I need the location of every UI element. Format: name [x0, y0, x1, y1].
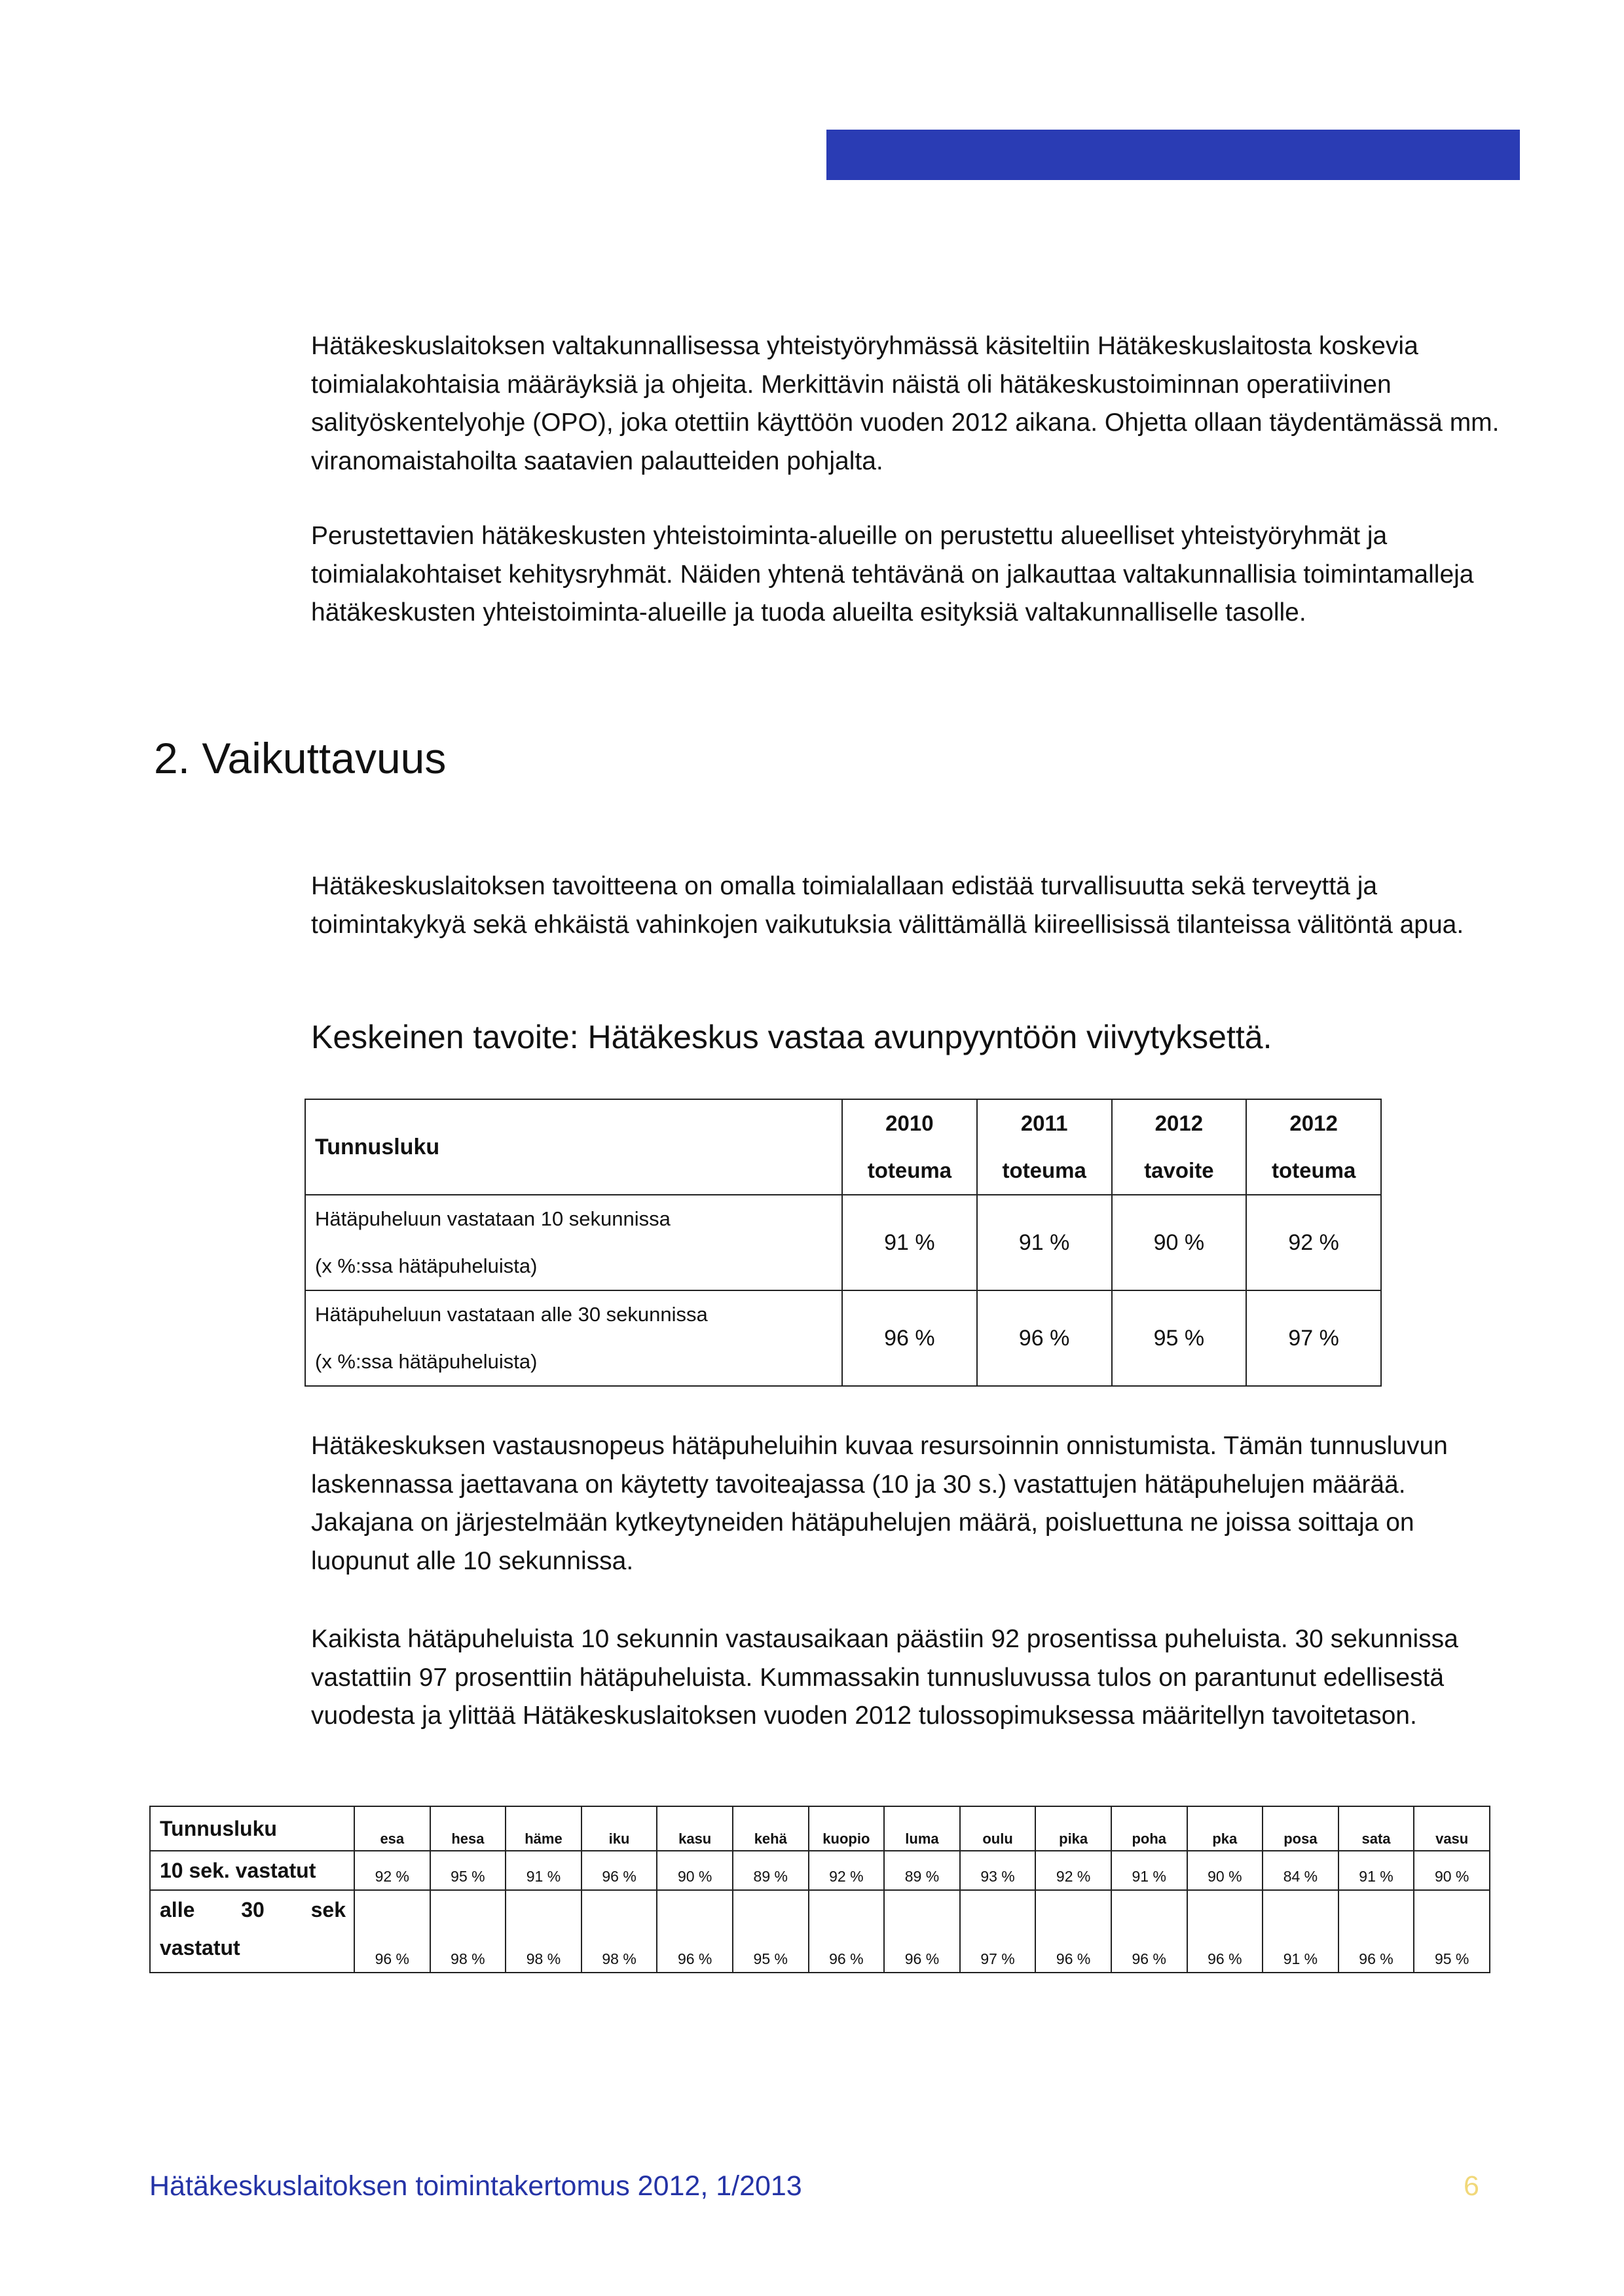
- table-cell: 95 %: [733, 1890, 809, 1973]
- row-label: [305, 1195, 842, 1290]
- paragraph-cooperation-group: Hätäkeskuslaitoksen valtakunnallisessa yhteistyöryhmässä käsiteltiin Hätäkeskuslaitosta koskevia toimialakohtaisia määräyksiä ja ohjeita. Merkittävin näistä oli hätäkeskustoiminnan operatiivinen salityöskentelyohje (OPO), joka otettiin käyttöön vuoden 2012 aikana. Ohjetta ollaan täydentämässä mm. viranomaistahoilta saatavien palautteiden pohjalta.: [311, 332, 1500, 475]
- column-kind: toteuma: [1002, 1158, 1086, 1182]
- row-label: [150, 1890, 354, 1973]
- table-cell: 96 %: [354, 1890, 430, 1973]
- column-kind: toteuma: [1271, 1158, 1356, 1182]
- table-cell: 90 %: [1187, 1851, 1263, 1890]
- region-header: häme: [506, 1806, 581, 1851]
- table-cell: 95 %: [1112, 1290, 1247, 1386]
- column-year: 2012: [1154, 1111, 1204, 1135]
- table-cell: 84 %: [1263, 1851, 1338, 1890]
- column-header: [842, 1099, 977, 1195]
- table-cell: 89 %: [733, 1851, 809, 1890]
- table-cell: 90 %: [1112, 1195, 1247, 1290]
- region-header: pka: [1187, 1806, 1263, 1851]
- table-cell: 98 %: [430, 1890, 506, 1973]
- table-cell: 96 %: [581, 1851, 657, 1890]
- indicator-table: [304, 1099, 1382, 1387]
- region-header: oulu: [960, 1806, 1036, 1851]
- indicator-header: Tunnusluku: [305, 1099, 842, 1195]
- region-header: kuopio: [809, 1806, 885, 1851]
- region-header: kehä: [733, 1806, 809, 1851]
- table-cell: 91 %: [506, 1851, 581, 1890]
- row-label: 10 sek. vastatut: [150, 1851, 354, 1890]
- footer-title: Hätäkeskuslaitoksen toimintakertomus 2012, 1/2013: [149, 2170, 802, 2202]
- column-year: 2010: [885, 1111, 934, 1135]
- region-header: kasu: [657, 1806, 733, 1851]
- region-header: iku: [581, 1806, 657, 1851]
- table-cell: 92 %: [354, 1851, 430, 1890]
- table-cell: 91 %: [1338, 1851, 1414, 1890]
- table-cell: 92 %: [809, 1851, 885, 1890]
- column-header: [1246, 1099, 1381, 1195]
- region-header: pika: [1035, 1806, 1111, 1851]
- region-header: sata: [1338, 1806, 1414, 1851]
- table-cell: 96 %: [1035, 1890, 1111, 1973]
- region-header: poha: [1111, 1806, 1187, 1851]
- column-kind: tavoite: [1144, 1158, 1214, 1182]
- table-cell: 97 %: [960, 1890, 1036, 1973]
- table-row: [305, 1195, 1381, 1290]
- section-heading: 2. Vaikuttavuus: [154, 734, 447, 782]
- header-accent-bar: [826, 130, 1520, 180]
- table-row: [305, 1290, 1381, 1386]
- paragraph-goal: Hätäkeskuslaitoksen tavoitteena on omalla toimialallaan edistää turvallisuutta sekä terveyttä ja toimintakykyä sekä ehkäistä vahinkojen vaikutuksia välittämällä kiireellisissä tilanteissa välitöntä apua.: [311, 872, 1464, 939]
- row-label-line: (x %:ssa hätäpuheluista): [315, 1350, 538, 1373]
- table-cell: 92 %: [1246, 1195, 1381, 1290]
- row-label-line: Hätäpuheluun vastataan 10 sekunnissa: [315, 1207, 671, 1230]
- regional-table: [149, 1806, 1490, 1973]
- table-cell: 96 %: [977, 1290, 1112, 1386]
- region-header: vasu: [1414, 1806, 1490, 1851]
- table-cell: 97 %: [1246, 1290, 1381, 1386]
- table-cell: 96 %: [1187, 1890, 1263, 1973]
- table-cell: 91 %: [1111, 1851, 1187, 1890]
- table-cell: 96 %: [809, 1890, 885, 1973]
- paragraph-response-speed: Hätäkeskuksen vastausnopeus hätäpuheluihin kuvaa resursoinnin onnistumista. Tämän tunnusluvun laskennassa jaettavana on käytetty tavoiteajassa (10 ja 30 s.) vastattujen hätäpuhelujen määrää. Jakajana on järjestelmään kytkeytyneiden hätäpuhelujen määrä, poisluettuna ne joissa soittaja on luopunut alle 10 sekunnissa.: [311, 1432, 1448, 1575]
- row-label-part: sek: [310, 1898, 346, 1922]
- row-label-line: Hätäpuheluun vastataan alle 30 sekunnissa: [315, 1303, 708, 1326]
- region-header: hesa: [430, 1806, 506, 1851]
- row-label: [305, 1290, 842, 1386]
- table-cell: 95 %: [430, 1851, 506, 1890]
- table-cell: 96 %: [1111, 1890, 1187, 1973]
- row-label-part: alle: [160, 1898, 195, 1922]
- table-cell: 89 %: [884, 1851, 960, 1890]
- table-cell: 96 %: [842, 1290, 977, 1386]
- table-cell: 92 %: [1035, 1851, 1111, 1890]
- column-kind: toteuma: [867, 1158, 952, 1182]
- table-cell: 98 %: [506, 1890, 581, 1973]
- column-header: [977, 1099, 1112, 1195]
- row-label-part: 30: [241, 1898, 265, 1922]
- table-cell: 91 %: [1263, 1890, 1338, 1973]
- table-cell: 91 %: [977, 1195, 1112, 1290]
- table-header-row: [150, 1806, 1490, 1851]
- table-cell: 98 %: [581, 1890, 657, 1973]
- region-header: posa: [1263, 1806, 1338, 1851]
- table-cell: 96 %: [884, 1890, 960, 1973]
- table-row: [150, 1851, 1490, 1890]
- row-label-part: vastatut: [160, 1936, 240, 1959]
- table-cell: 91 %: [842, 1195, 977, 1290]
- table-header-row: [305, 1099, 1381, 1195]
- table-cell: 96 %: [657, 1890, 733, 1973]
- table-cell: 93 %: [960, 1851, 1036, 1890]
- region-header: esa: [354, 1806, 430, 1851]
- key-objective-heading: Keskeinen tavoite: Hätäkeskus vastaa avunpyyntöön viivytyksettä.: [311, 1019, 1272, 1055]
- column-header: [1112, 1099, 1247, 1195]
- paragraph-regional-groups: Perustettavien hätäkeskusten yhteistoiminta-alueille on perustettu alueelliset yhteistyöryhmät ja toimialakohtaiset kehitysryhmät. Näiden yhtenä tehtävänä on jalkauttaa valtakunnallisia toimintamalleja hätäkeskusten yhteistoiminta-alueille ja tuoda alueilta esityksiä valtakunnalliselle tasolle.: [311, 522, 1474, 627]
- column-year: 2012: [1289, 1111, 1338, 1135]
- table-cell: 96 %: [1338, 1890, 1414, 1973]
- table-cell: 95 %: [1414, 1890, 1490, 1973]
- region-header: luma: [884, 1806, 960, 1851]
- table-cell: 90 %: [657, 1851, 733, 1890]
- page-number: 6: [1464, 2170, 1479, 2202]
- indicator-header: Tunnusluku: [150, 1806, 354, 1851]
- row-label-line: (x %:ssa hätäpuheluista): [315, 1254, 538, 1277]
- table-cell: 90 %: [1414, 1851, 1490, 1890]
- paragraph-results: Kaikista hätäpuheluista 10 sekunnin vastausaikaan päästiin 92 prosentissa puheluista. 30 sekunnissa vastattiin 97 prosenttiin hätäpuheluista. Kummassakin tunnusluvussa tulos on parantunut edellisestä vuodesta ja ylittää Hätäkeskuslaitoksen vuoden 2012 tulossopimuksessa määritellyn tavoitetason.: [311, 1625, 1458, 1730]
- table-row: [150, 1890, 1490, 1973]
- column-year: 2011: [1020, 1111, 1068, 1135]
